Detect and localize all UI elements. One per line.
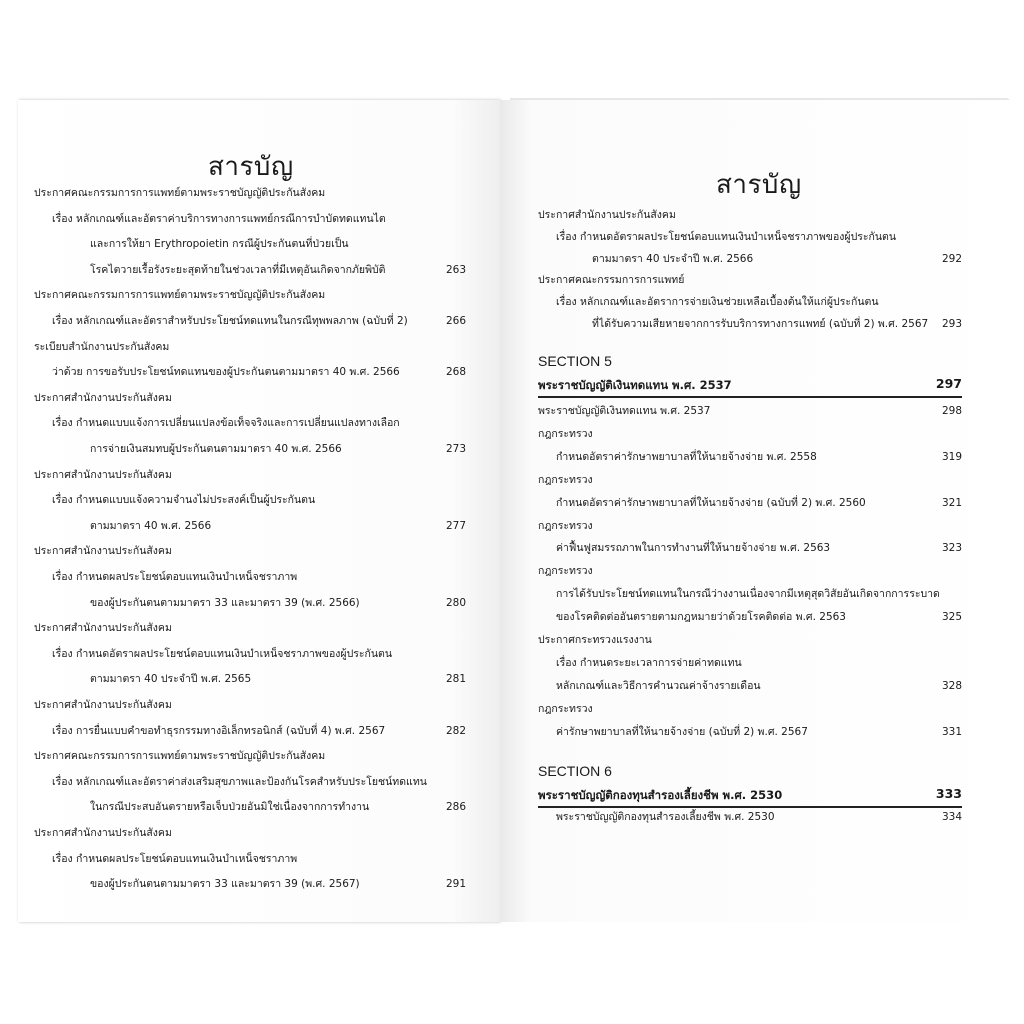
toc-page-number: 273 <box>445 443 466 455</box>
left-page <box>18 100 500 922</box>
toc-entry: ของผู้ประกันตนตามมาตรา 33 และมาตรา 39 (พ.ศ. 2567) <box>90 878 360 891</box>
toc-page-number: 323 <box>941 542 962 555</box>
toc-entry: เรื่อง กำหนดแบบแจ้งการเปลี่ยนแปลงข้อเท็จจริงและการเปลี่ยนแปลงทางเลือก <box>52 417 400 430</box>
toc-entry: เรื่อง กำหนดแบบแจ้งความจำนงไม่ประสงค์เป็นผู้ประกันตน <box>52 494 316 507</box>
toc-entry: ประกาศสำนักงานประกันสังคม <box>34 622 172 635</box>
toc-entry: ตามมาตรา 40 พ.ศ. 2566 <box>90 519 212 532</box>
toc-entry: ประกาศสำนักงานประกันสังคม <box>34 827 172 839</box>
section-label: SECTION 5 <box>538 353 612 369</box>
toc-page-number: 280 <box>445 596 466 609</box>
right-page <box>500 100 1010 922</box>
toc-entry: เรื่อง กำหนดผลประโยชน์ตอบแทนเงินบำเหน็จชราภาพ <box>52 571 298 583</box>
toc-page-number: 331 <box>941 725 962 738</box>
toc-page-number: 298 <box>941 405 962 417</box>
toc-entry: การจ่ายเงินสมทบผู้ประกันตนตามมาตรา 40 พ.ศ. 2566 <box>90 443 342 455</box>
toc-entry: ประกาศสำนักงานประกันสังคม <box>34 545 172 558</box>
toc-entry: ประกาศสำนักงานประกันสังคม <box>538 209 676 221</box>
toc-page-number: 292 <box>941 252 962 265</box>
toc-entry: การได้รับประโยชน์ทดแทนในกรณีว่างงานเนื่องจากมีเหตุสุดวิสัยอันเกิดจากการระบาด <box>556 588 940 601</box>
section-heading-page: 333 <box>935 786 962 801</box>
toc-entry: พระราชบัญญัติกองทุนสำรองเลี้ยงชีพ พ.ศ. 2530 <box>556 811 775 823</box>
section-divider <box>538 396 962 398</box>
toc-entry: ประกาศสำนักงานประกันสังคม <box>34 468 172 481</box>
toc-page-number: 281 <box>445 673 466 686</box>
toc-entry: เรื่อง หลักเกณฑ์และอัตราค่าส่งเสริมสุขภาพและป้องกันโรคสำหรับประโยชน์ทดแทน <box>52 775 427 788</box>
toc-entry: ตามมาตรา 40 ประจำปี พ.ศ. 2565 <box>90 673 252 686</box>
toc-entry: กฎกระทรวง <box>538 427 593 440</box>
toc-entry: ค่ารักษาพยาบาลที่ให้นายจ้างจ่าย (ฉบับที่ 2) พ.ศ. 2567 <box>556 725 808 738</box>
toc-entry: เรื่อง กำหนดอัตราผลประโยชน์ตอบแทนเงินบำเหน็จชราภาพของผู้ประกันตน <box>52 647 393 660</box>
toc-entry: ระเบียบสำนักงานประกันสังคม <box>34 340 170 353</box>
section-heading-page: 297 <box>935 376 962 391</box>
toc-entry: หลักเกณฑ์และวิธีการคำนวณค่าจ้างรายเดือน <box>556 679 761 692</box>
toc-page-number: 321 <box>941 496 962 509</box>
toc-entry: ประกาศคณะกรรมการการแพทย์ตามพระราชบัญญัติประกันสังคม <box>34 289 326 302</box>
toc-entry: ประกาศกระทรวงแรงงาน <box>538 634 652 646</box>
toc-entry: ประกาศสำนักงานประกันสังคม <box>34 391 172 404</box>
section-divider <box>538 806 962 808</box>
toc-page-number: 286 <box>445 801 466 814</box>
toc-page-number: 268 <box>445 366 466 379</box>
toc-entry: ประกาศคณะกรรมการการแพทย์ตามพระราชบัญญัติประกันสังคม <box>34 750 326 763</box>
toc-entry: เรื่อง การยื่นแบบคำขอทำธุรกรรมทางอิเล็กทรอนิกส์ (ฉบับที่ 4) พ.ศ. 2567 <box>52 724 386 737</box>
page-title: สารบัญ <box>208 152 294 182</box>
toc-page-number: 334 <box>941 811 962 823</box>
toc-page-number: 293 <box>941 318 962 330</box>
toc-entry: ที่ได้รับความเสียหายจากการรับบริการทางการแพทย์ (ฉบับที่ 2) พ.ศ. 2567 <box>592 318 929 330</box>
toc-entry: เรื่อง กำหนดอัตราผลประโยชน์ตอบแทนเงินบำเหน็จชราภาพของผู้ประกันตน <box>556 230 897 243</box>
toc-entry: ตามมาตรา 40 ประจำปี พ.ศ. 2566 <box>592 252 754 265</box>
toc-entry: ในกรณีประสบอันตรายหรือเจ็บป่วยอันมิใช่เนื่องจากการทำงาน <box>90 801 370 814</box>
page-title: สารบัญ <box>716 170 802 200</box>
toc-entry: เรื่อง กำหนดผลประโยชน์ตอบแทนเงินบำเหน็จชราภาพ <box>52 852 298 865</box>
toc-entry: ของผู้ประกันตนตามมาตรา 33 และมาตรา 39 (พ.ศ. 2566) <box>90 596 360 609</box>
toc-entry: เรื่อง กำหนดระยะเวลาการจ่ายค่าทดแทน <box>556 656 742 669</box>
toc-entry: ค่าฟื้นฟูสมรรถภาพในการทำงานที่ให้นายจ้างจ่าย พ.ศ. 2563 <box>556 542 831 555</box>
toc-entry: ของโรคติดต่ออันตรายตามกฎหมายว่าด้วยโรคติดต่อ พ.ศ. 2563 <box>556 611 846 624</box>
toc-entry: พระราชบัญญัติเงินทดแทน พ.ศ. 2537 <box>538 405 711 417</box>
toc-entry: กฎกระทรวง <box>538 519 593 532</box>
toc-entry: ประกาศคณะกรรมการการแพทย์ <box>538 274 685 287</box>
toc-page-number: 328 <box>941 679 962 692</box>
toc-entry: ประกาศคณะกรรมการการแพทย์ตามพระราชบัญญัติประกันสังคม <box>34 187 326 199</box>
toc-entry: กฎกระทรวง <box>538 473 593 486</box>
section-label: SECTION 6 <box>538 763 612 779</box>
section-heading: พระราชบัญญัติเงินทดแทน พ.ศ. 2537 <box>538 378 732 392</box>
toc-entry: ประกาศสำนักงานประกันสังคม <box>34 699 172 711</box>
toc-entry: และการให้ยา Erythropoietin กรณีผู้ประกันตนที่ป่วยเป็น <box>90 238 349 251</box>
toc-entry: กำหนดอัตราค่ารักษาพยาบาลที่ให้นายจ้างจ่าย (ฉบับที่ 2) พ.ศ. 2560 <box>556 496 866 509</box>
toc-page-number: 263 <box>445 263 466 276</box>
toc-entry: เรื่อง หลักเกณฑ์และอัตราค่าบริการทางการแพทย์กรณีการบำบัดทดแทนไต <box>52 212 386 225</box>
toc-page-number: 325 <box>941 611 962 624</box>
toc-page-number: 277 <box>445 519 466 532</box>
toc-entry: กำหนดอัตราค่ารักษาพยาบาลที่ให้นายจ้างจ่าย พ.ศ. 2558 <box>556 450 817 463</box>
toc-entry: กฎกระทรวง <box>538 565 593 578</box>
toc-entry: เรื่อง หลักเกณฑ์และอัตราการจ่ายเงินช่วยเหลือเบื้องต้นให้แก่ผู้ประกันตน <box>556 296 879 309</box>
section-heading: พระราชบัญญัติกองทุนสำรองเลี้ยงชีพ พ.ศ. 2530 <box>538 788 783 802</box>
toc-page-number: 291 <box>445 878 466 891</box>
toc-entry: เรื่อง หลักเกณฑ์และอัตราสำหรับประโยชน์ทดแทนในกรณีทุพพลภาพ (ฉบับที่ 2) <box>52 315 408 327</box>
toc-page-number: 266 <box>445 315 466 327</box>
toc-page-number: 282 <box>445 724 466 737</box>
toc-entry: โรคไตวายเรื้อรังระยะสุดท้ายในช่วงเวลาที่มีเหตุอันเกิดจากภัยพิบัติ <box>90 263 386 276</box>
toc-page-number: 319 <box>941 450 962 463</box>
toc-entry: กฎกระทรวง <box>538 702 593 715</box>
toc-entry: ว่าด้วย การขอรับประโยชน์ทดแทนของผู้ประกันตนตามมาตรา 40 พ.ศ. 2566 <box>52 366 400 379</box>
